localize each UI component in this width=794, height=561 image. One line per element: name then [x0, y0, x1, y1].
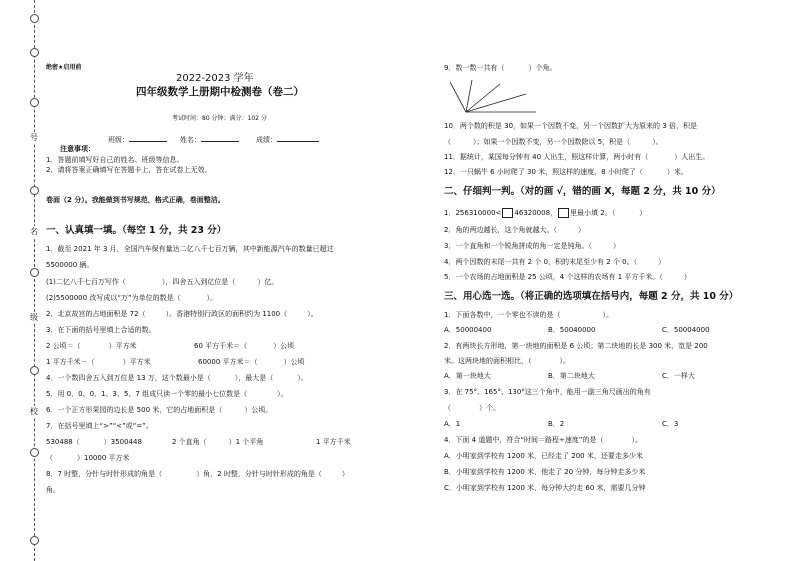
binding-hole [30, 536, 39, 545]
name-field[interactable]: 姓名： [180, 134, 239, 145]
angle-ray [466, 94, 526, 112]
question-8-end: 角。 [46, 486, 60, 494]
question-10-line1: 10．两个数的积是 30，如果一个因数不变，另一个因数扩大为原来的 3 倍，积是 [444, 122, 697, 130]
question-4: 4．一个数四舍五入到万位是 13 万，这个数最小是（ ），最大是（ ）。 [46, 374, 308, 382]
choice-3-option-b[interactable]: B．2 [548, 420, 565, 428]
margin-label: 级 [30, 313, 38, 322]
question-1-part1: (1)二亿八千七百万写作（ ），四舍五入到亿位是（ ）亿。 [46, 278, 279, 286]
question-7-a: 530488（ ）3500448 [46, 438, 142, 446]
binding-hole [30, 366, 39, 375]
question-7-c: 1 平方千米 [316, 438, 351, 446]
judge-3: 3．一个直角和一个锐角拼成的角一定是钝角。（ ） [444, 242, 620, 250]
question-6: 6．一个正方形果园的边长是 500 米，它的占地面积是（ ）公顷。 [46, 406, 273, 414]
choice-2-option-b[interactable]: B．第二块地大 [548, 372, 595, 380]
question-3-row2-a: 1 平方千米－（ ）平方米 [46, 358, 151, 366]
question-2: 2．北京故宫的占地面积是 72（ ）。香港特别行政区的面积约为 1100（ ）。 [46, 310, 318, 318]
question-7-b: 2 个直角（ ）1 个平角 [172, 438, 264, 446]
choice-2-line2: 米。这两块地的面积相比，（ ）。 [444, 357, 570, 365]
choice-1: 1．下面各数中，一个零也不读的是（ ）。 [444, 311, 613, 319]
choice-3-option-a[interactable]: A．1 [444, 420, 461, 428]
notes-title: 注意事项： [60, 145, 95, 153]
question-9: 9．数一数一共有（ ）个角。 [444, 64, 557, 72]
angle-ray [466, 84, 500, 112]
secret-mark: 绝密★启用前 [46, 64, 82, 71]
choice-4-option-b[interactable]: B．小明家到学校有 1200 米，他走了 20 分钟，每分钟走多少米 [444, 468, 646, 476]
neatness-note: 卷面（2 分）。我能做到书写规范，格式正确，卷面整洁。 [46, 196, 225, 204]
question-3-row2-b: 60000 平方米＝（ ）公顷 [198, 358, 305, 366]
question-12: 12．一只蜗牛 6 小时爬了 30 米，照这样的速度，8 小时爬了（ ）米。 [444, 168, 688, 176]
note-item: 1．答题前填写好自己的姓名、班级等信息。 [46, 156, 184, 164]
judge-1: 1．256310000< 46320008， 里最小填 2。（ ） [444, 209, 647, 217]
choice-3-option-c[interactable]: C．3 [662, 420, 679, 428]
margin-label: 号 [30, 133, 38, 142]
question-3: 3．在下面的括号里填上合适的数。 [46, 326, 156, 334]
question-1-line1: 1．截至 2021 年 3 月，全国汽车保有量达二亿八千七百万辆，其中新能源汽车的数量已超过 [46, 245, 334, 253]
binding-hole [30, 268, 39, 277]
question-7-c-cont: （ ）10000 平方米 [46, 454, 130, 462]
digit-box[interactable] [558, 208, 569, 218]
margin-label: 校 [30, 407, 38, 416]
question-8: 8．7 时整，分针与时针形成的角是（ ）角，2 时整，分针与时针形成的角是（ ） [46, 470, 349, 478]
question-1-part2: (2)5500000 改写成以“万”为单位的数是（ ）。 [46, 294, 218, 302]
choice-4-option-c[interactable]: C．小明家到学校有 1200 米，每分钟大约走 60 米，需要几分钟 [444, 484, 646, 492]
choice-3-line2: （ ）个。 [444, 404, 500, 412]
section1-title: 一、认真填一填。（每空 1 分，共 23 分） [46, 225, 227, 236]
judge-5: 5．一个农场的占地面积是 25 公顷，4 个这样的农场有 1 平方千米。（ ） [444, 273, 691, 281]
choice-1-option-c[interactable]: C．50004000 [662, 326, 710, 334]
judge-4: 4．两个因数的末尾一共有 2 个 0，积的末尾至少有 2 个 0。（ ） [444, 258, 666, 266]
section3-title: 三、用心选一选。（将正确的选项填在括号内，每题 2 分，共 10 分） [444, 291, 739, 302]
exam-title: 四年级数学上册期中检测卷（卷二） [136, 86, 304, 98]
choice-2-option-c[interactable]: C．一样大 [662, 372, 695, 380]
binding-hole [30, 98, 39, 107]
question-5: 5．用 0、0、0、1、3、5、7 组成只读一个零的最小七位数是（ ）。 [46, 390, 288, 398]
binding-line [34, 0, 35, 561]
question-1-line2: 5500000 辆。 [46, 261, 94, 269]
class-field[interactable]: 班级： [108, 134, 167, 145]
judge-2: 2．角的两边越长，这个角就越大。（ ） [444, 226, 585, 234]
score-field[interactable]: 成绩： [256, 134, 319, 145]
section2-title: 二、仔细判一判。（对的画 √，错的画 X，每题 2 分，共 10 分） [444, 186, 721, 197]
angle-ray [450, 82, 466, 112]
choice-1-option-b[interactable]: B．50040000 [548, 326, 596, 334]
angle-ray [466, 80, 472, 112]
binding-hole [30, 186, 39, 195]
binding-hole [30, 48, 39, 57]
margin-label: 名 [30, 227, 38, 236]
choice-3-line1: 3．在 75°、165°、130°这三个角中，能用一副三角尺画出的角有 [444, 388, 651, 396]
question-3-row1-a: 2 公顷＝（ ）平方米 [46, 342, 137, 350]
digit-box[interactable] [502, 208, 513, 218]
choice-2-option-a[interactable]: A．第一块地大 [444, 372, 491, 380]
note-item: 2．请将答案正确填写在答题卡上，答在试卷上无效。 [46, 166, 212, 174]
binding-hole [30, 448, 39, 457]
angle-figure [450, 80, 540, 116]
choice-2-line1: 2．有两块长方形地，第一块地的面积是 6 公顷；第二块地的长是 300 米，宽是 200 [444, 342, 708, 350]
exam-info: 考试时间：80 分钟；满分：102 分 [172, 115, 267, 122]
choice-4-option-a[interactable]: A．小明家到学校有 1200 米，已经走了 200 米，还要走多少米 [444, 452, 643, 460]
question-3-row1-b: 60 平方千米＝（ ）公顷 [194, 342, 295, 350]
binding-hole [30, 14, 39, 23]
question-11: 11．据统计，某国每分钟有 40 人出生，照这样计算，两小时有（ ）人出生。 [444, 153, 710, 161]
choice-1-option-a[interactable]: A．50000400 [444, 326, 492, 334]
year-title: 2022-2023 学年 [176, 73, 254, 84]
question-7: 7．在括号里填上“>”“<”或“=”。 [46, 422, 153, 430]
choice-4: 4．下面 4 道题中，符合“时间＝路程÷速度”的是（ ）。 [444, 436, 642, 444]
question-10-line2: （ ）；如果一个因数不变，另一个因数除以 5，积是（ ）。 [444, 138, 663, 146]
binding-margin [0, 0, 44, 561]
